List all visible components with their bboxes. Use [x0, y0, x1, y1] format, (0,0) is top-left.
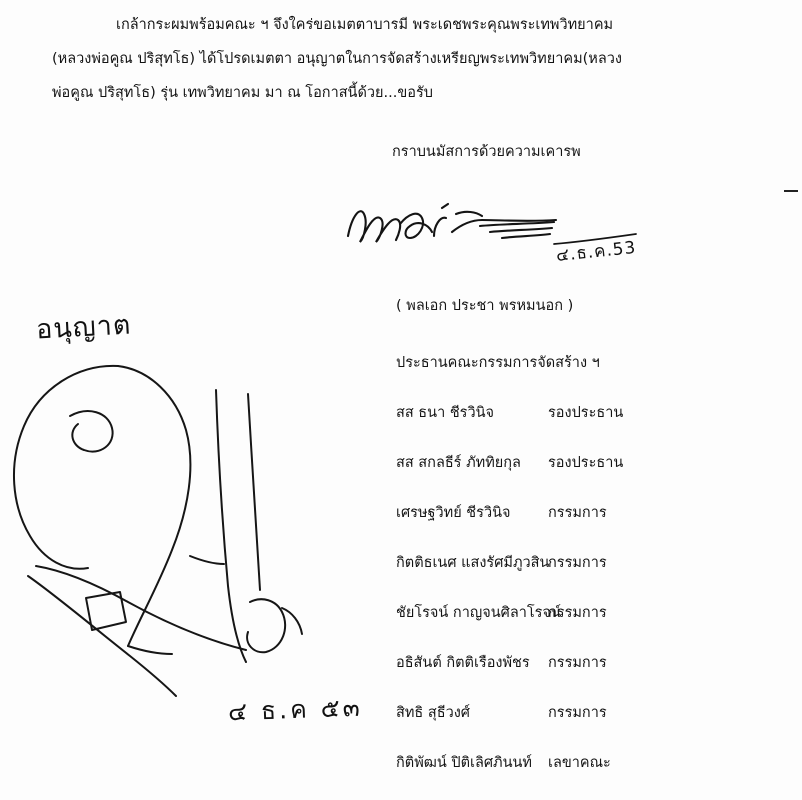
handwritten-date-note: ๔ ธ.ค ๕๓ [227, 692, 364, 727]
chair-role: ประธานคณะกรรมการจัดสร้าง ฯ [396, 355, 600, 371]
handwritten-approval-note: อนุญาต [35, 309, 133, 346]
member-role: เลขาคณะ [548, 755, 611, 771]
header-line-1: เกล้ากระผมพร้อมคณะ ฯ จึงใคร่ขอเมตตาบารมี พระเดชพระคุณพระเทพวิทยาคม [116, 17, 614, 33]
member-role: กรรมการ [548, 605, 607, 621]
member-name: สส สกลธีร์ ภัททิยกุล [396, 455, 521, 471]
member-name: กิตติธเนศ แสงรัศมีภูวสิน [396, 555, 550, 571]
committee-row [396, 438, 776, 488]
member-role: กรรมการ [548, 655, 607, 671]
member-role: กรรมการ [548, 555, 607, 571]
salutation-text: กราบนมัสการด้วยความเคารพ [392, 144, 581, 160]
header-paragraph [44, 8, 758, 110]
member-name: เศรษฐวิทย์ ชีรวินิจ [396, 505, 511, 521]
committee-list [396, 338, 776, 788]
member-name: สิทธิ สุธีวงศ์ [396, 705, 470, 721]
committee-row [396, 688, 776, 738]
committee-row [396, 738, 776, 788]
member-role: กรรมการ [548, 705, 607, 721]
committee-row [396, 588, 776, 638]
member-name: ชัยโรจน์ กาญจนศิลาโรจน์ [396, 605, 561, 621]
handwritten-date-signature: ๔.ธ.ค.53 [555, 237, 638, 267]
committee-row [396, 638, 776, 688]
header-line-3: พ่อคูณ ปริสุทโธ) รุ่น เทพวิทยาคม มา ณ โอกาสนี้ด้วย...ขอรับ [52, 85, 433, 101]
stray-mark [784, 190, 798, 192]
committee-row [396, 538, 776, 588]
member-role: กรรมการ [548, 505, 607, 521]
member-name: สส ธนา ชีรวินิจ [396, 405, 495, 421]
member-name: อธิสันต์ กิตติเรืองพัชร [396, 655, 530, 671]
signed-name: ( พลเอก ประชา พรหมนอก ) [396, 298, 574, 314]
committee-row [396, 388, 776, 438]
header-line-2: (หลวงพ่อคูณ ปริสุทโธ) ได้โปรดเมตตา อนุญาตในการจัดสร้างเหรียญพระเทพวิทยาคม(หลวง [52, 51, 622, 67]
member-role: รองประธาน [548, 455, 624, 471]
member-role: รองประธาน [548, 405, 624, 421]
member-name: กิติพัฒน์ ปิติเลิศภินนท์ [396, 755, 532, 771]
committee-row [396, 488, 776, 538]
